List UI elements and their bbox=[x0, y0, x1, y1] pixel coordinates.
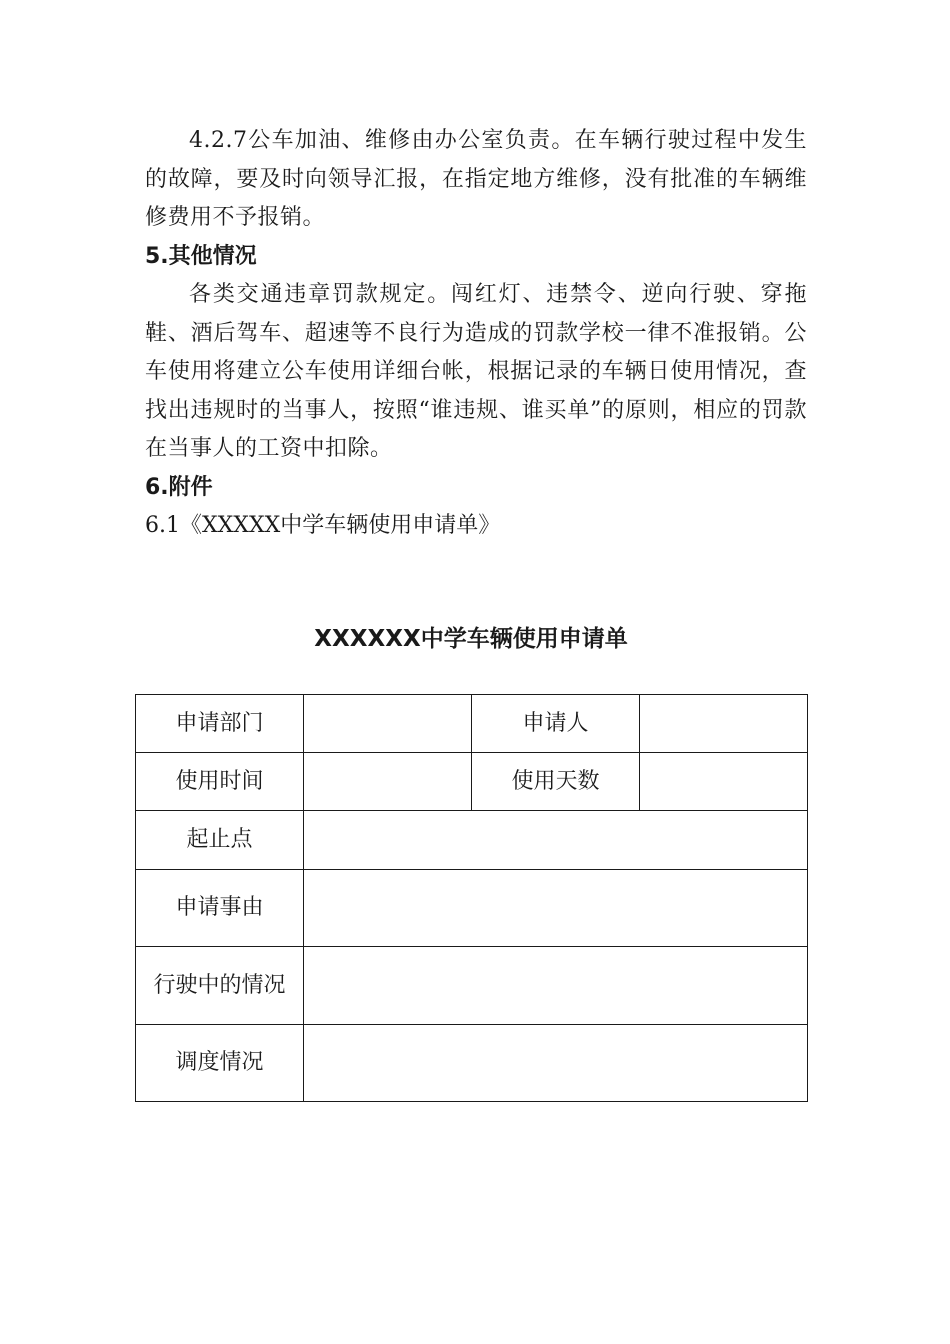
form-row-dispatch bbox=[136, 1025, 808, 1102]
attachment-item-6-1: 6.1《XXXXX中学车辆使用申请单》 bbox=[145, 513, 501, 538]
label-reason: 申请事由 bbox=[136, 870, 304, 947]
label-usage-time: 使用时间 bbox=[136, 753, 304, 811]
paragraph-traffic-fines: 各类交通违章罚款规定。闯红灯、违禁令、逆向行驶、穿拖鞋、酒后驾车、超速等不良行为造成的罚款学校一律不准报销。公车使用将建立公车使用详细台帐，根据记录的车辆日使用情况，查找出违规时的当事人，按照“谁违规、谁买单”的原则，相应的罚款在当事人的工资中扣除。 bbox=[145, 282, 807, 461]
label-route: 起止点 bbox=[136, 811, 304, 870]
dispatch-field[interactable] bbox=[304, 1025, 808, 1102]
label-department: 申请部门 bbox=[136, 695, 304, 753]
label-applicant: 申请人 bbox=[472, 695, 640, 753]
label-driving-status: 行驶中的情况 bbox=[136, 947, 304, 1025]
section-heading-6: 6.附件 bbox=[145, 474, 213, 500]
usage-days-field[interactable] bbox=[640, 753, 808, 811]
form-row-driving-status bbox=[136, 947, 808, 1025]
form-row-usage-time bbox=[136, 753, 808, 811]
form-row-department bbox=[136, 695, 808, 753]
document-body bbox=[145, 122, 807, 546]
label-usage-days: 使用天数 bbox=[472, 753, 640, 811]
form-row-reason bbox=[136, 870, 808, 947]
form-title: XXXXXX中学车辆使用申请单 bbox=[314, 626, 628, 652]
reason-field[interactable] bbox=[304, 870, 808, 947]
route-field[interactable] bbox=[304, 811, 808, 870]
driving-status-field[interactable] bbox=[304, 947, 808, 1025]
applicant-field[interactable] bbox=[640, 695, 808, 753]
form-row-route bbox=[136, 811, 808, 870]
section-heading-5: 5.其他情况 bbox=[145, 243, 257, 269]
vehicle-request-form bbox=[135, 694, 808, 1102]
usage-time-field[interactable] bbox=[304, 753, 472, 811]
paragraph-4-2-7: 4.2.7公车加油、维修由办公室负责。在车辆行驶过程中发生的故障，要及时向领导汇报，在指定地方维修，没有批准的车辆维修费用不予报销。 bbox=[145, 128, 807, 230]
department-field[interactable] bbox=[304, 695, 472, 753]
label-dispatch: 调度情况 bbox=[136, 1025, 304, 1102]
